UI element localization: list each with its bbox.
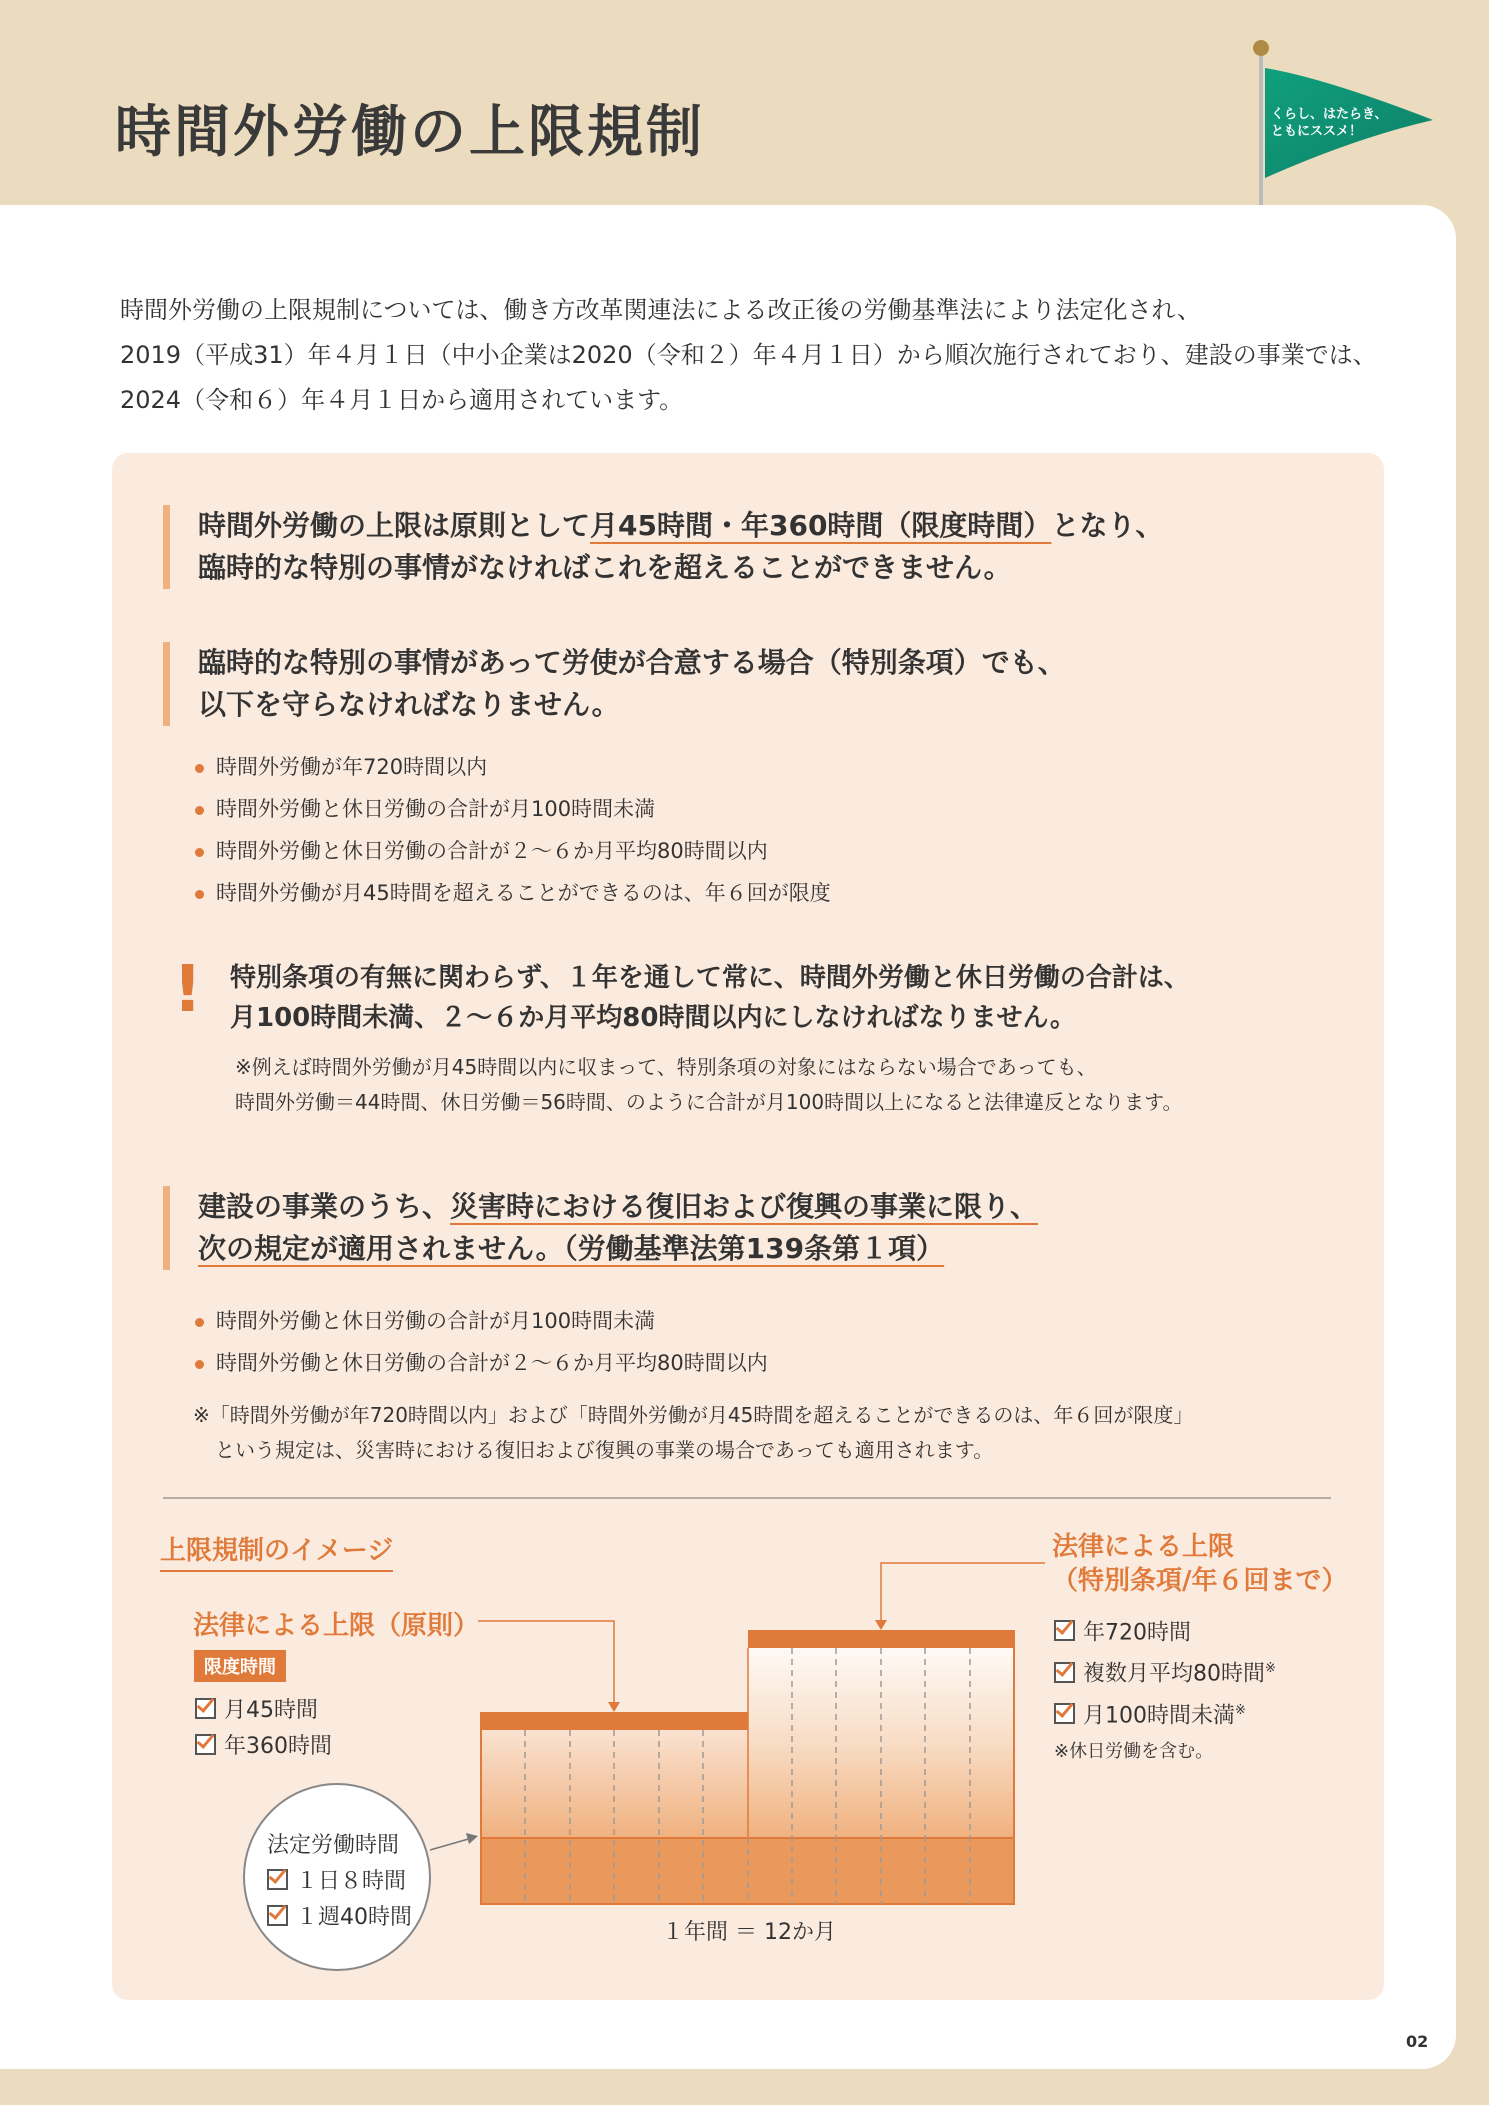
- principle-text: となり、: [1051, 509, 1164, 542]
- list-item: 時間外労働が月45時間を超えることができるのは、年６回が限度: [195, 872, 831, 914]
- special-clause-text: 以下を守らなければなりません。: [198, 688, 620, 721]
- list-item: １日８時間: [267, 1864, 412, 1900]
- exception-text: 建設の事業のうち、: [198, 1190, 451, 1223]
- check-icon: [1054, 1662, 1075, 1683]
- circle-title: 法定労働時間: [267, 1833, 400, 1858]
- intro-line: 2024（令和６）年４月１日から適用されています。: [120, 386, 684, 414]
- exception-note: ※「時間外労働が年720時間以内」および「時間外労働が月45時間を超えることができるのは、年６回が限度」 という規定は、災害時における復旧および復興の事業の場合であっても適用されます。: [193, 1403, 1194, 1462]
- intro-line: 2019（平成31）年４月１日（中小企業は2020（令和２）年４月１日）から順次施行されており、建設の事業では、: [120, 341, 1377, 369]
- principle-text: 時間外労働の上限は原則として: [198, 509, 591, 542]
- right-limit-title: 法律による上限 （特別条項/年６回まで）: [1052, 1532, 1348, 1596]
- exception-highlight: 次の規定が適用されません。（労働基準法第139条第１項）: [198, 1232, 945, 1265]
- list-item: 年360時間: [195, 1729, 332, 1765]
- exclamation-icon: !: [173, 953, 203, 1027]
- list-item: 月45時間: [195, 1693, 332, 1729]
- intro-line: 時間外労働の上限規制については、働き方改革関連法による改正後の労働基準法により法定化され、: [120, 296, 1201, 324]
- flag-text-2: ともにススメ！: [1271, 124, 1363, 139]
- right-limit-note: ※休日労働を含む。: [1054, 1740, 1214, 1762]
- warning-note: ※例えば時間外労働が月45時間以内に収まって、特別条項の対象にはならない場合であっても、 時間外労働＝44時間、休日労働＝56時間、のように合計が月100時間以上になると法律違反となります。: [235, 1055, 1183, 1114]
- list-item: 時間外労働と休日労働の合計が２～６か月平均80時間以内: [195, 830, 831, 872]
- check-icon: [267, 1905, 288, 1926]
- list-item: 時間外労働が年720時間以内: [195, 746, 831, 788]
- list-item: 時間外労働と休日労働の合計が２～６か月平均80時間以内: [195, 1342, 768, 1384]
- list-item: 月100時間未満※: [1054, 1693, 1276, 1734]
- principle-text: 臨時的な特別の事情がなければこれを超えることができません。: [198, 551, 1012, 584]
- list-item: 年720時間: [1054, 1610, 1276, 1651]
- check-icon: [267, 1869, 288, 1890]
- warning-text: 特別条項の有無に関わらず、１年を通して常に、時間外労働と休日労働の合計は、 月100時間未満、２～６か月平均80時間以内にしなければなりません。: [230, 963, 1190, 1033]
- left-limit-title: 法律による上限（原則）: [193, 1611, 480, 1641]
- special-clause-text: 臨時的な特別の事情があって労使が合意する場合（特別条項）でも、: [198, 646, 1066, 679]
- principle-limit-bar: [481, 1712, 748, 1730]
- list-item: 時間外労働と休日労働の合計が月100時間未満: [195, 1300, 768, 1342]
- image-heading: 上限規制のイメージ: [160, 1530, 393, 1572]
- limit-badge: 限度時間: [194, 1650, 286, 1682]
- list-item: 時間外労働と休日労働の合計が月100時間未満: [195, 788, 831, 830]
- limit-highlight: 月45時間・年360時間（限度時間）: [590, 509, 1052, 542]
- exception-highlight: 災害時における復旧および復興の事業に限り、: [450, 1190, 1039, 1223]
- page-title: 時間外労働の上限規制: [115, 100, 705, 165]
- check-icon: [1054, 1620, 1075, 1641]
- list-item: 複数月平均80時間※: [1054, 1651, 1276, 1692]
- list-item: １週40時間: [267, 1900, 412, 1936]
- special-limit-bar: [748, 1630, 1014, 1648]
- flag-text-1: くらし、はたらき、: [1271, 107, 1388, 122]
- right-limit-list: [1054, 1610, 1276, 1770]
- check-icon: [1054, 1703, 1075, 1724]
- statutory-hours-list: [267, 1828, 412, 1936]
- page-number: 02: [1406, 2032, 1429, 2051]
- axis-label: １年間 ＝ 12か月: [662, 1920, 836, 1945]
